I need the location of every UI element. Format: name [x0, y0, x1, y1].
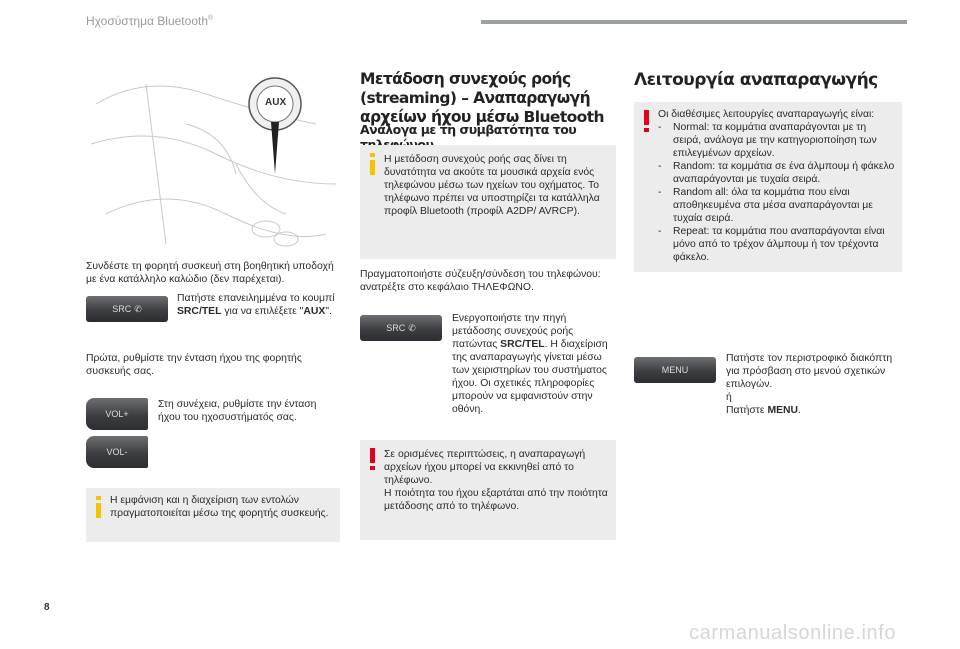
then-adjust-instruction: Στη συνέχεια, ρυθμίστε την ένταση ήχου του ηχοσυστήματός σας.: [158, 399, 317, 423]
src-button-label: SRC: [112, 304, 132, 314]
menu-button[interactable]: MENU: [634, 357, 716, 383]
watermark: carmanualsonline.info: [689, 622, 897, 644]
aux-socket-illustration: [86, 64, 340, 254]
info-box-streaming: [360, 145, 616, 259]
page-header-title: Ηχοσύστημα Bluetooth®: [86, 14, 214, 28]
warning-box-playback: [634, 102, 902, 272]
vol-up-button[interactable]: VOL+: [86, 398, 148, 430]
pair-instruction: Πραγματοποιήστε σύζευξη/σύνδεση του τηλεφώνου: ανατρέξτε στο κεφάλαιο ΤΗΛΕΦΩΝΟ.: [360, 269, 601, 293]
phone-icon: ✆: [134, 303, 142, 314]
warning-mark-icon: [644, 110, 649, 132]
compatibility-subheading: Ανάλογα με τη συμβατότητα του: [360, 122, 577, 137]
page-number: 8: [44, 602, 50, 613]
phone-icon: ✆: [408, 322, 416, 333]
first-adjust-instruction: Πρώτα, ρυθμίστε την ένταση ήχου της φορητής συσκευής σας.: [86, 353, 302, 377]
header-bar: [481, 20, 907, 24]
playback-mode-heading: Λειτουργία αναπαραγωγής: [634, 70, 878, 90]
list-item: - Repeat: τα κομμάτια που αναπαράγονται είναι μόνο από το τρέχον άλμπουμ ή τον τρέχοντα φάκελο.: [658, 226, 885, 263]
connect-instruction: Συνδέστε τη φορητή συσκευή στη βοηθητική υποδοχή με ένα κατάλληλο καλώδιο (δεν παρέχεται).: [86, 261, 334, 285]
activate-instruction: Ενεργοποιήστε την πηγή μετάδοσης συνεχούς ροής πατώντας SRC/TEL. Η διαχείριση της αναπαραγωγής γίνεται μέσω των χειριστηρίων του συστήματος ήχου. Οι σχετικές πληροφορίες μπορούν να εμφανιστούν στην οθόνη.: [452, 313, 608, 415]
info-box-portable: [86, 488, 340, 542]
list-item: - Random all: όλα τα κομμάτια που είναι αποθηκευμένα στα μέσα αναπαράγονται με τυχαία σειρά.: [658, 187, 873, 224]
streaming-heading: Μετάδοση συνεχούς ροής (streaming) – Αναπαραγωγή αρχείων ήχου μέσω Bluetooth: [360, 70, 604, 126]
playback-modes-text: [658, 108, 896, 264]
vol-down-button[interactable]: VOL-: [86, 436, 148, 468]
list-item: - Random: τα κομμάτια σε ένα άλμπουμ ή φάκελο αναπαράγονται με τυχαία σειρά.: [658, 161, 895, 185]
press-src-instruction: Πατήστε επανειλημμένα το κουμπί SRC/TEL για να επιλέξετε "AUX".: [177, 293, 335, 317]
playback-mode-list: [658, 121, 896, 264]
aux-label: AUX: [265, 97, 287, 108]
src-button-streaming[interactable]: [360, 315, 442, 341]
warning-mark-icon: [370, 448, 375, 470]
info-mark-icon: [96, 496, 101, 518]
src-button[interactable]: [86, 296, 168, 322]
info-mark-icon: [370, 153, 375, 175]
list-item: - Normal: τα κομμάτια αναπαράγονται με τη σειρά, ανάλογα με την κατηγοριοποίηση των επιλεγμένων αρχείων.: [658, 122, 877, 159]
src-button-label: SRC: [386, 323, 406, 333]
warning-text-streaming: Σε ορισμένες περιπτώσεις, η αναπαραγωγή αρχείων ήχου μπορεί να εκκινηθεί από το τηλέφωνο. Η ποιότητα του ήχου εξαρτάται από την ποιότητα μετάδοσης από το τηλέφωνο.: [384, 449, 608, 512]
warning-box-streaming: [360, 440, 616, 540]
menu-instruction: Πατήστε τον περιστροφικό διακόπτη για πρόσβαση στο μενού σχετικών επιλογών. ή Πατήστε MENU.: [726, 353, 893, 416]
info-text-portable: Η εμφάνιση και η διαχείριση των εντολών πραγματοποιείται μέσω της φορητής συσκευής.: [110, 495, 329, 519]
playback-intro: Οι διαθέσιμες λειτουργίες αναπαραγωγής είναι:: [658, 109, 875, 120]
info-text-streaming: Η μετάδοση συνεχούς ροής σας δίνει τη δυνατότητα να ακούτε τα μουσικά αρχεία ενός τηλεφώνου μέσω των ηχείων του οχήματος. Το τηλέφωνο πρέπει να υποστηρίζει τα κατάλληλα προφίλ Bluetooth (προφίλ A2DP/ AVRCP).: [384, 154, 600, 217]
